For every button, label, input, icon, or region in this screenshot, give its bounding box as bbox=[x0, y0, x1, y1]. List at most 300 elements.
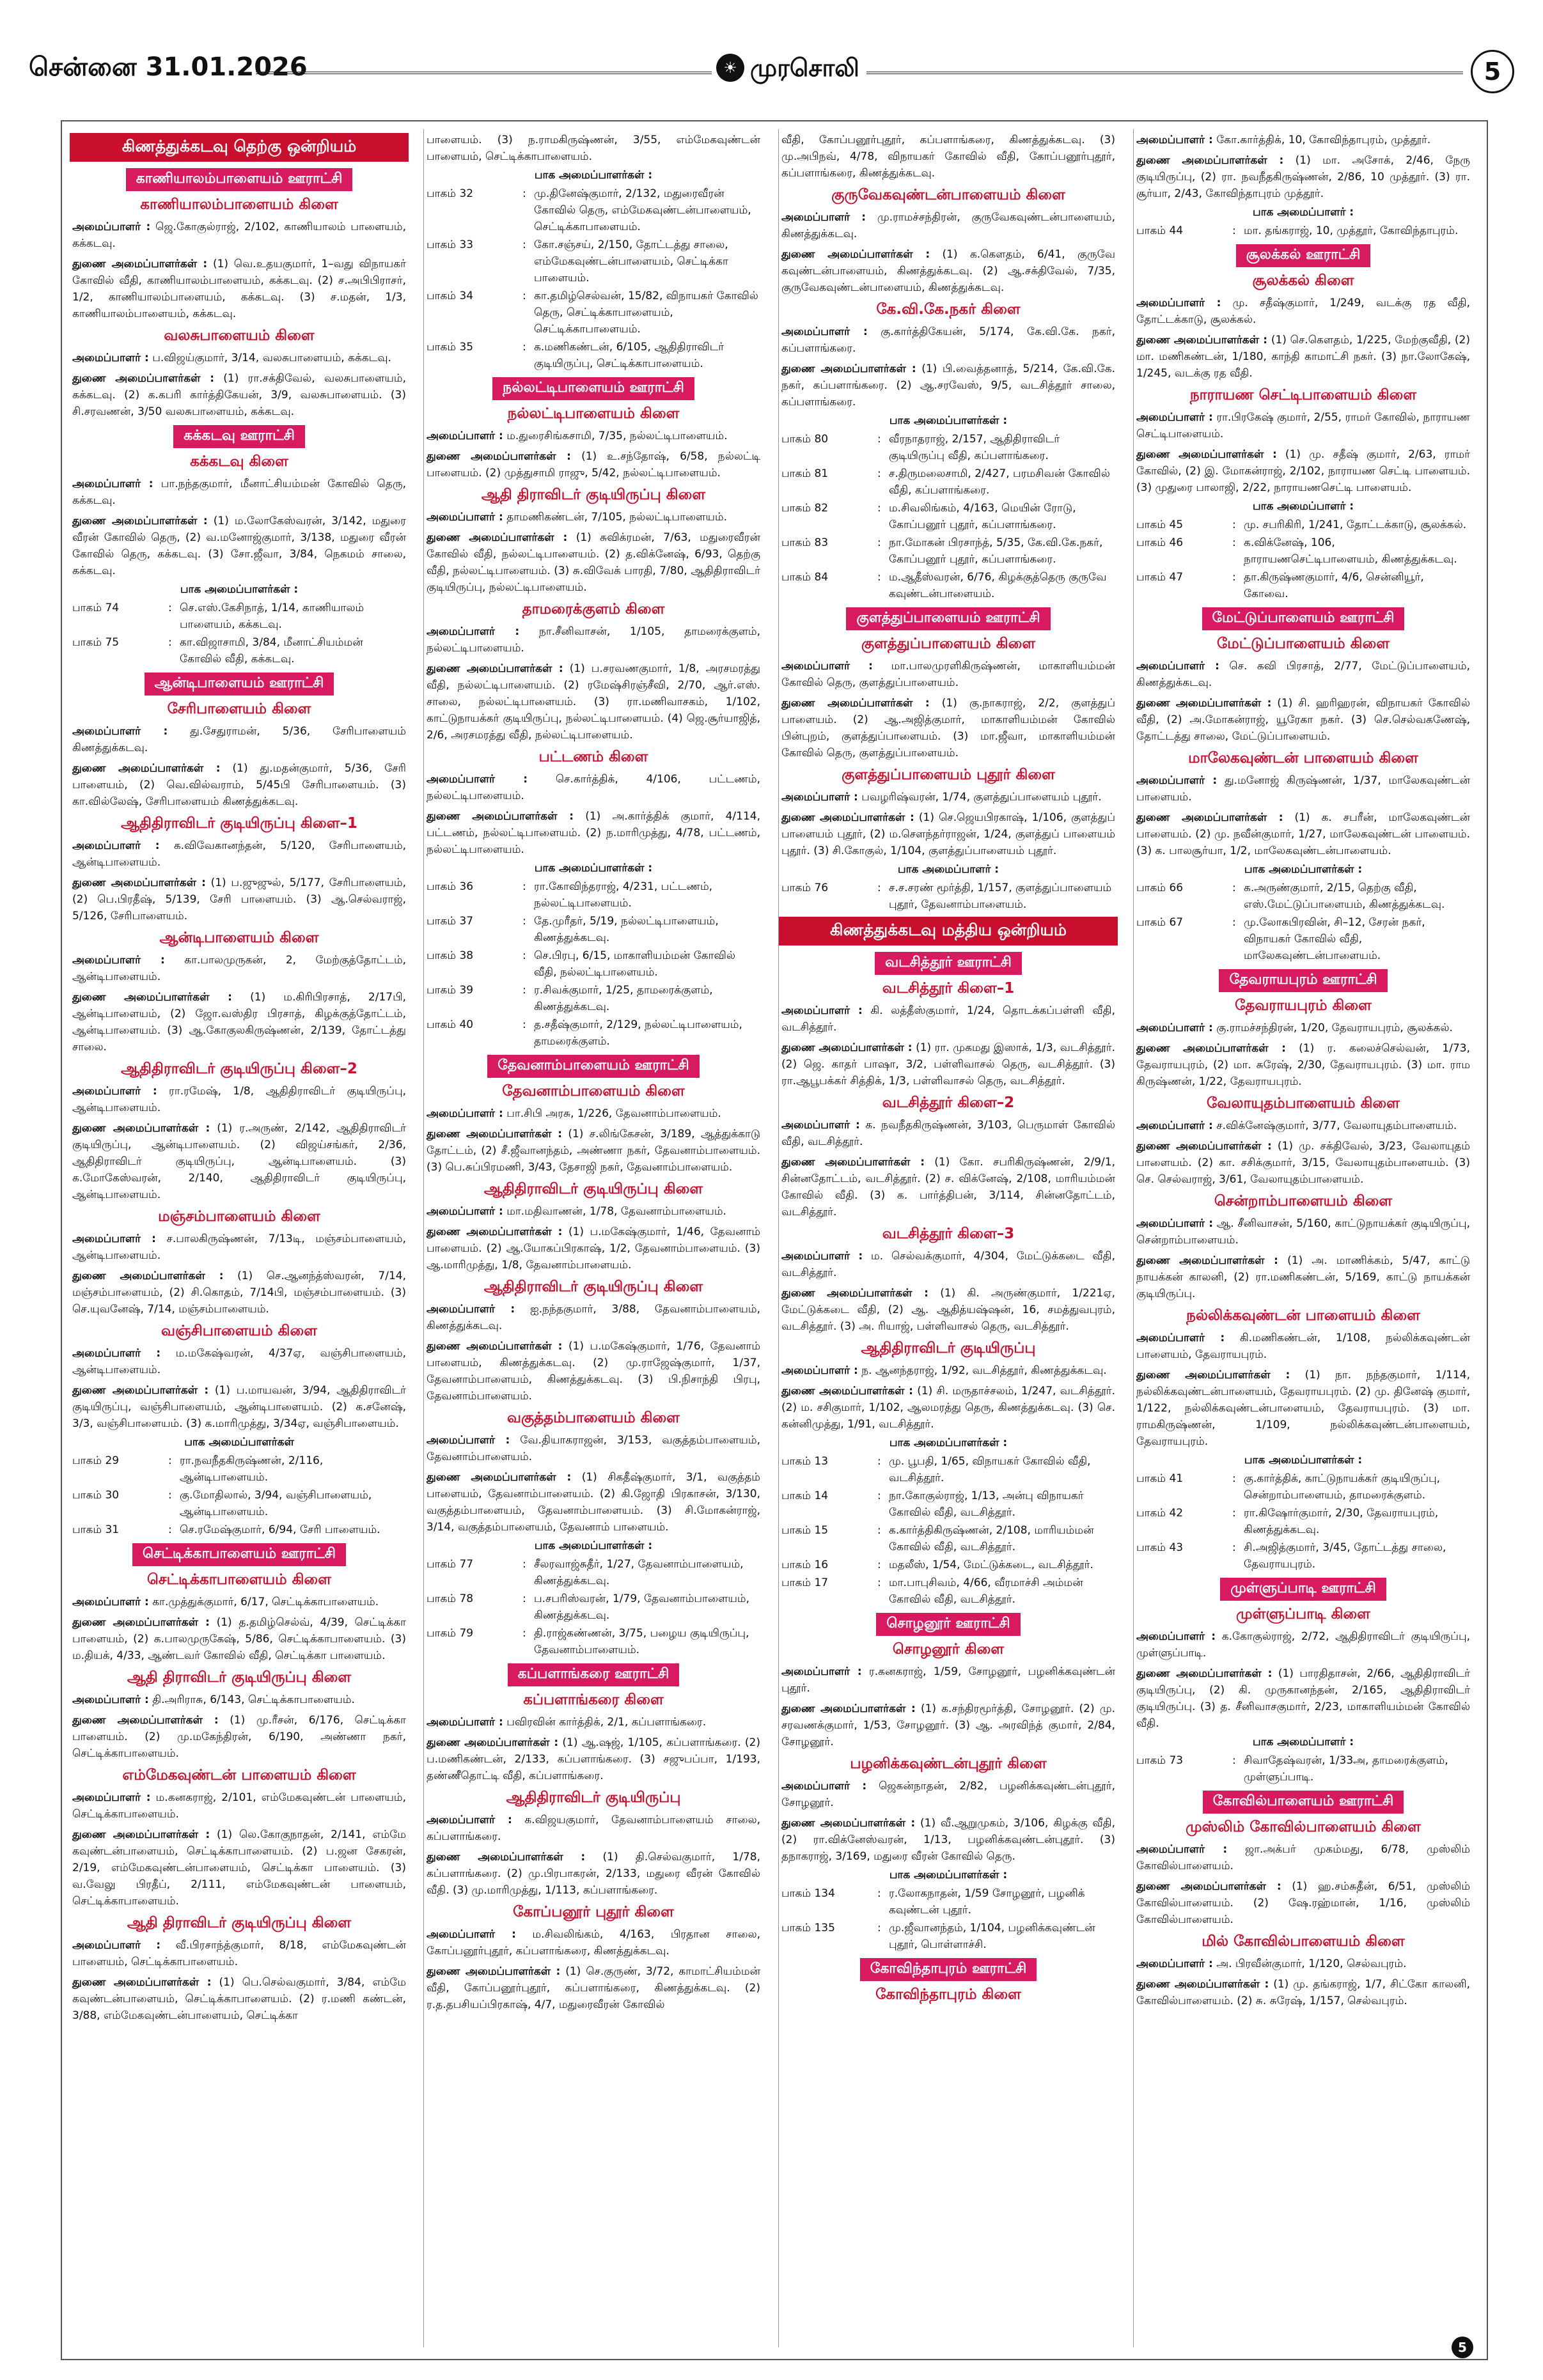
member-entry bbox=[72, 370, 406, 420]
member-entry bbox=[72, 723, 406, 756]
member-details: (1) கோ. சபரிகிருஷ்ணன், 2/9/1, சின்னதோட்டம், வடசித்தூர். (2) ச. விக்னேஷ், 2/108, மாரியம்மன் கோவில் வீதி. (3) க. பார்த்திபன், 3/114, சின்னதோட்டம், வடசித்தூர். bbox=[781, 1156, 1116, 1218]
separator: : bbox=[522, 238, 526, 251]
separator: : bbox=[522, 341, 526, 354]
booth-row bbox=[427, 913, 760, 946]
role-label: துணை அமைப்பாளர்கள் : bbox=[1136, 1667, 1273, 1680]
panchayat-label: தேவராயபுரம் ஊராட்சி bbox=[1219, 969, 1387, 992]
role-label: துணை அமைப்பாளர்கள் : bbox=[781, 1702, 916, 1715]
page-body bbox=[61, 120, 1488, 2360]
member-details: (1) பாரதிதாசன், 2/66, ஆதிதிராவிடர் குடியிருப்பு, (2) கி. முருகானந்தன், 2/165, ஆதிதிராவிடர் குடியிருப்பு. (3) த. சீனிவாசகுமார், 2/23, மாகாளியம்மன் கோவில் வீதி. bbox=[1136, 1667, 1471, 1730]
booth-section-heading: பாக அமைப்பாளர்கள் : bbox=[889, 414, 1008, 427]
booth-section-heading: பாக அமைப்பாளர் : bbox=[1252, 206, 1354, 219]
member-entry bbox=[72, 1826, 406, 1909]
booth-row bbox=[72, 634, 406, 667]
role-label: அமைப்பாளர் : bbox=[781, 1364, 858, 1377]
member-entry bbox=[427, 132, 760, 165]
role-label: அமைப்பாளர் : bbox=[72, 954, 165, 967]
booth-number: பாகம் 47 bbox=[1136, 571, 1184, 584]
branch-heading: ஆதி திராவிடர் குடியிருப்பு கிளை bbox=[481, 486, 706, 503]
panchayat-heading bbox=[779, 1958, 1118, 1981]
branch-heading: கக்கடவு கிளை bbox=[190, 453, 288, 470]
member-details: பா.சிபி அரசு, 1/226, தேவனாம்பாளையம். bbox=[506, 1107, 721, 1120]
branch-heading: நாராயண செட்டிபாளையம் கிளை bbox=[1189, 387, 1417, 403]
member-details: (1) க.கௌதம், 6/41, குருவே கவுண்டன்பாளையம், கிணத்துக்கடவு. (2) ஆ.சக்திவேல், 7/35, குருவேகவுண்டன்பாளையம், கிணத்துக்கடவு. bbox=[781, 248, 1116, 294]
booth-number: பாகம் 79 bbox=[427, 1627, 474, 1640]
booth-number: பாகம் 13 bbox=[781, 1455, 829, 1468]
branch-heading: சூலக்கல் கிளை bbox=[1252, 272, 1354, 289]
booth-number: பாகம் 42 bbox=[1136, 1507, 1184, 1520]
member-entry bbox=[1136, 1117, 1470, 1134]
member-entry bbox=[72, 837, 406, 871]
member-details: (1) அ.கார்த்திக் குமார், 4/114, பட்டணம், நல்லட்டிபாளையம். (2) ந.மாரிமுத்து, 4/78, பட்டணம், நல்லட்டிபாளையம். bbox=[427, 810, 761, 856]
union-banner: கிணத்துக்கடவு மத்திய ஒன்றியம் bbox=[779, 917, 1118, 945]
booth-member: செ.எஸ்.கேசிநாத், 1/14, காணியாலம் பாளையம், கக்கடவு. bbox=[180, 602, 364, 631]
branch-heading: நல்லிக்கவுண்டன் பாளையம் கிளை bbox=[1186, 1307, 1420, 1324]
role-label: அமைப்பாளர் : bbox=[1136, 411, 1213, 424]
role-label: அமைப்பாளர் : bbox=[72, 478, 153, 490]
member-entry bbox=[781, 132, 1115, 182]
booth-row bbox=[781, 1885, 1115, 1918]
member-entry bbox=[427, 1301, 760, 1334]
panchayat-heading bbox=[424, 1055, 763, 1078]
member-details: (1) வெ.உதயகுமார், 1–வது விநாயகர் கோவில் வீதி, காணியாலம்பாளையம், கக்கடவு. (2) ச.அபிபிராசர், 1/2, காணியாலம்பாளையம், கக்கடவு. (3) ச.மதன், 1/3, காணியாலம்பாளையம், கக்கடவு. bbox=[72, 258, 406, 320]
role-label: துணை அமைப்பாளர்கள் : bbox=[72, 1122, 210, 1135]
booth-row bbox=[427, 1625, 760, 1658]
sun-emblem-icon: ☀ bbox=[716, 54, 744, 82]
member-entry bbox=[427, 1926, 760, 1959]
separator: : bbox=[877, 571, 881, 584]
role-label: அமைப்பாளர் : bbox=[427, 1107, 503, 1120]
member-details: தாமணிகண்டன், 7/105, நல்லட்டிபாளையம். bbox=[506, 511, 728, 524]
role-label: அமைப்பாளர் : bbox=[781, 791, 858, 804]
member-entry bbox=[427, 808, 760, 858]
member-details: ஜெகன்நாதன், 2/82, பழனிக்கவுண்டன்புதூர், சோழனூர். bbox=[781, 1780, 1116, 1809]
member-entry bbox=[1136, 1956, 1470, 1972]
role-label: துணை அமைப்பாளர்கள் : bbox=[427, 1128, 563, 1140]
booth-number: பாகம் 135 bbox=[781, 1922, 835, 1934]
booth-number: பாகம் 74 bbox=[72, 602, 120, 614]
role-label: துணை அமைப்பாளர்கள் : bbox=[781, 362, 916, 375]
member-details: (1) சி. ஹரிஹரன், விநாயகர் கோவில் வீதி, (2) அ.மோகன்ராஜ், யூரேகா நகர். (3) செ.செல்வகணேஷ், தோட்டத்து சாலை, மேட்டுப்பாளையம். bbox=[1136, 697, 1471, 743]
member-details: கி. லத்தீஸ்குமார், 1/24, தொடக்கப்பள்ளி வீதி, வடசித்தூர். bbox=[781, 1004, 1116, 1034]
role-label: துணை அமைப்பாளர்கள் : bbox=[427, 810, 574, 823]
separator: : bbox=[877, 467, 881, 480]
branch-heading: மஞ்சம்பாளையம் கிளை bbox=[158, 1208, 320, 1225]
role-label: துணை அமைப்பாளர்கள் : bbox=[72, 515, 208, 527]
member-entry bbox=[1136, 409, 1470, 442]
separator: : bbox=[1232, 571, 1236, 584]
role-label: துணை அமைப்பாளர்கள் : bbox=[427, 1736, 559, 1749]
member-details: க.கோகுல்ராஜ், 2/72, ஆதிதிராவிடர் குடியிருப்பு, முள்ளுப்பாடி. bbox=[1136, 1630, 1470, 1660]
booth-member: மு.லோகபிரவின், சி–12, சேரன் நகர், விநாயகர் கோவில் வீதி, மாலேகவுண்டன்பாளையம். bbox=[1244, 916, 1425, 962]
member-details: கா.முத்துக்குமார், 6/17, செட்டிக்காபாளையம். bbox=[152, 1596, 379, 1608]
member-details: (1) செ.ஜெயபிரகாஷ், 1/106, குளத்துப் பாளையம் புதூர், (2) ம.செளந்தர்ராஜன், 1/24, குளத்துப் பாளையம் புதூர். (3) சி.கோகுல், 1/104, குளத்துப்பாளையம் புதூர். bbox=[781, 811, 1115, 857]
separator: : bbox=[522, 187, 526, 200]
member-details: க.விஜயகுமார், தேவனாம்பாளையம் சாலை, கப்பளாங்கரை. bbox=[427, 1814, 761, 1843]
booth-member: தே.முரீதர், 5/19, நல்லட்டிபாளையம், கிணத்துக்கடவு. bbox=[534, 915, 719, 944]
role-label: துணை அமைப்பாளர்கள் : bbox=[72, 991, 232, 1004]
member-details: ம.சிவலிங்கம், 4/163, பிரதான சாலை, கோப்பனூர்புதூர், கப்பளாங்கரை, கிணத்துக்கடவு. bbox=[427, 1928, 761, 1957]
booth-section-heading: பாக அமைப்பாளர்கள் : bbox=[534, 1539, 653, 1552]
role-label: துணை அமைப்பாளர்கள் : bbox=[427, 1340, 563, 1353]
member-entry bbox=[72, 1083, 406, 1116]
member-details: (1) ப.மகேஷ்குமார், 1/76, தேவனாம் பாளையம், கிணத்துக்கடவு. (2) மு.ராஜேஷ்குமார், 1/37, தேவனாம்பாளையம், கிணத்துக்கடவு. (3) பி.நிசாந்தி பிரபு, தேவனாம்பாளையம். bbox=[427, 1340, 761, 1403]
booth-member: ரா.கிஷோர்குமார், 2/30, தேவராயபுரம், கிணத்துக்கடவு. bbox=[1244, 1507, 1439, 1536]
separator: : bbox=[877, 1576, 881, 1589]
member-entry bbox=[72, 513, 406, 579]
member-details: தி.அரிராசு, 6/143, செட்டிக்காபாளையம். bbox=[152, 1693, 355, 1706]
booth-row bbox=[427, 1591, 760, 1624]
member-details: ஐ.நந்தகுமார், 3/88, தேவனாம்பாளையம், கிணத்துக்கடவு. bbox=[427, 1303, 760, 1332]
member-details: (1) மு.ரீசன், 6/176, செட்டிக்கா பாளையம். (2) மு.மகேந்திரன், 6/190, அண்ணா நகர், செட்டிக்காபாளையம். bbox=[72, 1714, 407, 1760]
member-details: நா.சீனிவாசன், 1/105, தாமரைக்குளம், நல்லட்டிபாளையம். bbox=[427, 625, 761, 655]
member-entry bbox=[1136, 1367, 1470, 1450]
role-label: அமைப்பாளர் : bbox=[781, 660, 873, 673]
branch-heading: ஆன்டிபாளையம் கிளை bbox=[159, 929, 319, 946]
member-entry bbox=[781, 1039, 1115, 1089]
panchayat-heading bbox=[1134, 1578, 1473, 1601]
member-details: (1) ப.மாயவன், 3/94, ஆதிதிராவிடர் குடியிருப்பு, வஞ்சிபாளையம், ஆன்டிபாளையம். (2) க.சனேஷ், 3/3, வஞ்சிபாளையம். (3) க.மாரிமுத்து, 3/34ஏ, வஞ்சிபாளையம். bbox=[72, 1384, 407, 1430]
booth-number: பாகம் 44 bbox=[1136, 224, 1184, 237]
member-entry bbox=[427, 1812, 760, 1845]
booth-member: மதலீஸ், 1/54, மேட்டுக்கடை, வடசித்தூர். bbox=[889, 1559, 1093, 1571]
role-label: துணை அமைப்பாளர்கள் : bbox=[72, 1384, 209, 1397]
booth-row bbox=[781, 880, 1115, 913]
panchayat-label: முள்ளுப்பாடி ஊராட்சி bbox=[1220, 1578, 1386, 1601]
member-details: செ. கவி பிரசாத், 2/77, மேட்டுப்பாளையம், கிணத்துக்கடவு. bbox=[1136, 660, 1470, 689]
member-details: வே.தியாகராஜன், 3/153, வகுத்தம்பாளையம், தேவனாம்பாளையம். bbox=[427, 1434, 761, 1463]
booth-section-heading: பாக அமைப்பாளர்கள் : bbox=[534, 862, 653, 875]
member-entry bbox=[427, 1714, 760, 1731]
role-label: துணை அமைப்பாளர்கள் : bbox=[1136, 1042, 1286, 1055]
role-label: அமைப்பாளர் : bbox=[72, 1693, 149, 1706]
role-label: அமைப்பாளர் : bbox=[72, 221, 151, 233]
booth-number: பாகம் 73 bbox=[1136, 1754, 1184, 1767]
booth-row bbox=[72, 1521, 406, 1538]
member-entry bbox=[781, 1663, 1115, 1697]
member-entry bbox=[427, 1432, 760, 1465]
member-entry bbox=[72, 1692, 406, 1708]
booth-number: பாகம் 84 bbox=[781, 571, 829, 584]
booth-number: பாகம் 41 bbox=[1136, 1472, 1184, 1485]
booth-member: செ.ரமேஷ்குமார், 6/94, சேரி பாளையம். bbox=[180, 1523, 380, 1536]
separator: : bbox=[522, 1018, 526, 1031]
role-label: துணை அமைப்பாளர்கள் : bbox=[1136, 448, 1277, 461]
member-entry bbox=[781, 1248, 1115, 1281]
member-entry bbox=[1136, 1040, 1470, 1090]
member-details: மு. சதீஷ்குமார், 1/249, வடக்கு ரத வீதி, தோட்டக்காடு, சூலக்கல். bbox=[1136, 297, 1471, 326]
panchayat-label: கப்பளாங்கரை ஊராட்சி bbox=[508, 1663, 680, 1686]
booth-row bbox=[1136, 1470, 1470, 1504]
booth-row bbox=[427, 947, 760, 981]
member-entry bbox=[1136, 1020, 1470, 1036]
booth-member: சிவாதேஷ்வரன், 1/33அ, தாமரைக்குளம், முள்ளுப்பாடி. bbox=[1244, 1754, 1448, 1784]
panchayat-label: மேட்டுப்பாளையம் ஊராட்சி bbox=[1202, 607, 1405, 630]
separator: : bbox=[1232, 916, 1236, 929]
member-details: கா.பாலமுருகன், 2, மேற்குத்தோட்டம், ஆன்டிபாளையம். bbox=[72, 954, 407, 983]
booth-member: தா.கிருஷ்ணகுமார், 4/6, சென்னியூர், கோவை. bbox=[1244, 571, 1424, 600]
member-details: (1) தி.செல்வகுமார், 1/78, கப்பளாங்கரை. (2) மு.பிரபாகரன், 2/133, மதுரை வீரன் கோவில் வீதி. (3) மு.மாரிமுத்து, 1/113, கப்பளாங்கரை. bbox=[427, 1851, 760, 1897]
member-entry bbox=[1136, 695, 1470, 745]
booth-row bbox=[427, 1556, 760, 1589]
member-details: பவிரவின் கார்த்திக், 2/1, கப்பளாங்கரை. bbox=[506, 1716, 707, 1729]
branch-heading: மில் கோவில்பாளையம் கிளை bbox=[1202, 1933, 1405, 1950]
member-entry bbox=[427, 1734, 760, 1784]
role-label: அமைப்பாளர் : bbox=[781, 1665, 862, 1678]
member-entry bbox=[781, 1362, 1115, 1379]
member-details: ம.கனகராஜ், 2/101, எம்மேகவுண்டன் பாளையம், செட்டிக்காபாளையம். bbox=[72, 1791, 407, 1821]
branch-heading: தேவராயபுரம் கிளை bbox=[1235, 997, 1372, 1014]
panchayat-label: தேவனாம்பாளையம் ஊராட்சி bbox=[487, 1055, 700, 1078]
member-entry bbox=[72, 1120, 406, 1203]
member-details: ர.கனகராஜ், 1/59, சோழனூர், பழனிக்கவுண்டன் புதூர். bbox=[781, 1665, 1116, 1695]
branch-heading: சென்றாம்பாளையம் கிளை bbox=[1214, 1193, 1393, 1209]
panchayat-heading bbox=[70, 425, 409, 448]
member-details: (1) செ.ஆனந்த்ஸ்வரன், 7/14, மஞ்சம்பாளையம், (2) சி.கொதம், 7/14பி, மஞ்சம்பாளையம். (3) செ.யுவனேஷ், 7/14, மஞ்சம்பாளையம். bbox=[72, 1270, 407, 1316]
branch-heading: மேட்டுப்பாளையம் கிளை bbox=[1216, 635, 1390, 652]
member-details: (1) கு.நாகராஜ், 2/2, குளத்துப் பாளையம். (2) ஆ.அஜித்குமார், மாகாளியம்மன் கோவில் பின்புறம், குளத்துப்பாளையம். (3) மா.ஜீவா, மாகாளியம்மன் கோவில் தெரு, குளத்துப்பாளையம். bbox=[781, 697, 1115, 759]
role-label: அமைப்பாளர் : bbox=[72, 1939, 161, 1952]
member-entry bbox=[72, 952, 406, 985]
booth-member: நா.கோகுல்ராஜ், 1/13, அன்பு விநாயகர் கோவில் வீதி, வடசித்தூர். bbox=[889, 1489, 1084, 1519]
member-details: (1) ஆ.ஷஜ், 1/105, கப்பளாங்கரை. (2) ப.மணிகண்டன், 2/133, கப்பளாங்கரை. (3) சஜுபப்பா, 1/193, தண்ணீதொட்டி வீதி, கப்பளாங்கரை. bbox=[427, 1736, 761, 1782]
member-details: கி.மணிகண்டன், 1/108, நல்லிக்கவுண்டன் பாளையம், தேவராயபுரம். bbox=[1136, 1332, 1470, 1361]
panchayat-label: சொழனூர் ஊராட்சி bbox=[876, 1613, 1020, 1636]
booth-member: க.மணிகண்டன், 6/105, ஆதிதிராவிடர் குடியிருப்பு, செட்டிக்காபாளையம். bbox=[534, 341, 725, 370]
member-entry bbox=[72, 1268, 406, 1318]
branch-heading: ஆதிதிராவிடர் குடியிருப்பு கிளை–2 bbox=[121, 1061, 357, 1077]
branch-heading: கப்பளாங்கரை கிளை bbox=[523, 1692, 664, 1708]
separator: : bbox=[168, 1489, 172, 1502]
role-label: அமைப்பாளர் : bbox=[1136, 660, 1219, 673]
role-label: துணை அமைப்பாளர்கள் : bbox=[72, 762, 221, 775]
member-entry bbox=[72, 989, 406, 1055]
separator: : bbox=[877, 1455, 881, 1468]
member-entry bbox=[781, 323, 1115, 357]
member-details: (1) செ.குருண், 3/72, காமாட்சியம்மன் வீதி, கோப்பனூர்புதூர், கப்பளாங்கரை, கிணத்துக்கடவு. (2) ர.த.தபசியப்பிரகாஷ், 4/7, மதுரைவீரன் கோவில் bbox=[427, 1965, 760, 2011]
booth-member: ம.சிவலிங்கம், 4/163, மெயின் ரோடு, கோப்பனூர் புதூர், கப்பளாங்கரை. bbox=[889, 502, 1076, 531]
member-details: ப.விஜய்குமார், 3/14, வலசுபாளையம், கக்கடவு. bbox=[152, 352, 391, 364]
member-entry bbox=[1136, 658, 1470, 691]
booth-section-heading: பாக அமைப்பாளர்கள் : bbox=[534, 169, 653, 182]
branch-heading: பட்டணம் கிளை bbox=[538, 749, 648, 765]
booth-member: சீலரவாஜ்சுதீர், 1/27, தேவனாம்பாளையம், கிணத்துக்கடவு. bbox=[534, 1558, 744, 1587]
branch-heading: கோவிந்தாபுரம் கிளை bbox=[875, 1986, 1021, 2003]
booth-number: பாகம் 80 bbox=[781, 433, 829, 446]
booth-number: பாகம் 81 bbox=[781, 467, 829, 480]
member-details: பாளையம். (3) ந.ராமகிருஷ்ணன், 3/55, எம்மேகவுண்டன் பாளையம், செட்டிக்காபாளையம். bbox=[427, 134, 760, 163]
member-details: (1) உ.சந்தோஷ், 6/58, நல்லட்டி பாளையம். (2) முத்துசாமி ராஜு, 5/42, நல்லட்டிபாளையம். bbox=[427, 450, 760, 479]
branch-heading: வடசித்தூர் கிளை–3 bbox=[882, 1225, 1015, 1242]
panchayat-heading bbox=[779, 1613, 1118, 1636]
branch-heading: சொழனூர் கிளை bbox=[892, 1641, 1005, 1658]
booth-member: ரா.கோவிந்தராஜ், 4/231, பட்டணம், நல்லட்டிபாளையம். bbox=[534, 880, 713, 910]
separator: : bbox=[522, 915, 526, 928]
booth-member: ம.ஆதீஸ்வரன், 6/76, கிழக்குத்தெரு குருவே கவுண்டன்பாளையம். bbox=[889, 571, 1107, 600]
member-details: (1) வீ.ஆறுமுகம், 3/106, கிழக்கு வீதி, (2) ரா.விக்னேஸ்வரன், 1/13, பழனிக்கவுண்டன்புதூர். (3) தநாகராஜ், 3/169, மதுரை வீரன் கோவில் தெரு. bbox=[781, 1817, 1116, 1863]
member-entry bbox=[1136, 332, 1470, 382]
booth-number: பாகம் 29 bbox=[72, 1454, 120, 1467]
member-details: ம.மகேஷ்வரன், 4/37ஏ, வஞ்சிபாளையம், ஆன்டிபாளையம். bbox=[72, 1347, 406, 1376]
member-details: க.விவேகானந்தன், 5/120, சேரிபாளையம், ஆன்டிபாளையம். bbox=[72, 839, 407, 869]
member-entry bbox=[72, 1345, 406, 1378]
booth-row bbox=[781, 1453, 1115, 1486]
member-entry bbox=[427, 1203, 760, 1220]
booth-number: பாகம் 35 bbox=[427, 341, 474, 354]
member-details: து.சேதுராமன், 5/36, சேரிபாளையம் கிணத்துக்கடவு. bbox=[72, 725, 406, 754]
booth-member: கு.மோதிலால், 3/94, வஞ்சிபாளையம், ஆன்டிபாளையம். bbox=[180, 1489, 372, 1518]
booth-number: பாகம் 39 bbox=[427, 984, 474, 997]
branch-heading: வடசித்தூர் கிளை–1 bbox=[882, 980, 1015, 997]
role-label: துணை அமைப்பாளர்கள் : bbox=[72, 1616, 210, 1629]
role-label: அமைப்பாளர் : bbox=[72, 1791, 151, 1804]
member-entry bbox=[1136, 1841, 1470, 1874]
booth-section-heading: பாக அமைப்பாளர்கள் : bbox=[889, 1869, 1008, 1881]
booth-member: மா.பாபுசிவம், 4/66, வீரமாச்சி அம்மன் கோவில் வீதி, வடசித்தூர். bbox=[889, 1576, 1083, 1606]
member-entry bbox=[72, 760, 406, 810]
branch-heading: வகுத்தம்பாளையம் கிளை bbox=[506, 1410, 680, 1426]
member-entry bbox=[781, 209, 1115, 242]
member-details: (1) சிகதீஷ்குமார், 3/1, வகுத்தம் பாளையம், தேவனாம்பாளையம். (2) கி.ஜோதி பிரகாசன், 3/130, வகுத்தம்பாளையம், தேவனாம்பாளையம். (3) சி.மோகன்ராஜ், 3/14, வகுத்தம்பாளையம், தேவனாம் பாளையம். bbox=[427, 1471, 760, 1534]
member-entry bbox=[427, 1849, 760, 1899]
separator: : bbox=[168, 1523, 172, 1536]
booth-number: பாகம் 36 bbox=[427, 880, 474, 893]
separator: : bbox=[1232, 1472, 1236, 1485]
branch-heading: தேவனாம்பாளையம் கிளை bbox=[502, 1083, 685, 1100]
member-details: ம.துரைசிங்கசாமி, 7/35, நல்லட்டிபாளையம். bbox=[506, 430, 728, 442]
role-label: துணை அமைப்பாளர்கள் : bbox=[1136, 154, 1284, 167]
booth-number: பாகம் 45 bbox=[1136, 518, 1184, 531]
booth-row bbox=[427, 185, 760, 235]
panchayat-label: சூலக்கல் ஊராட்சி bbox=[1236, 244, 1371, 267]
member-details: (1) பி.வைத்தனாத், 5/214, கே.வி.கே. நகர், கப்பளாங்கரை. (2) ஆ.சரவேஸ், 9/5, வடசித்தூர் சாலை, கப்பளாங்கரை. bbox=[781, 362, 1115, 408]
panchayat-heading bbox=[424, 1663, 763, 1686]
booth-row bbox=[781, 1920, 1115, 1953]
role-label: துணை அமைப்பாளர்கள் : bbox=[427, 1471, 572, 1484]
role-label: துணை அமைப்பாளர்கள் : bbox=[427, 1965, 561, 1978]
member-entry bbox=[72, 1789, 406, 1823]
role-label: துணை அமைப்பாளர்கள் : bbox=[781, 697, 930, 710]
booth-section-heading: பாக அமைப்பாளர் : bbox=[897, 863, 999, 876]
booth-row bbox=[427, 288, 760, 338]
booth-row bbox=[1136, 1752, 1470, 1785]
booth-member: ச.திருமலைசாமி, 2/427, பரமசிவன் கோவில் வீதி, கப்பளாங்கரை. bbox=[889, 467, 1110, 497]
booth-row bbox=[781, 1488, 1115, 1521]
member-details: (1) ரா. முகமது இஸாக், 1/3, வடசித்தூர். (2) ஜெ. காதர் பாஷா, 3/2, பள்ளிவாசல் தெரு, வடசித்தூர். (3) ரா.ஆபூபக்கர் சித்திக், 1/3, பள்ளிவாசல் தெரு, வடசித்தூர். bbox=[781, 1041, 1116, 1087]
column-2 bbox=[423, 129, 763, 2347]
member-details: ச.பாலகிருஷ்ணன், 7/13டி, மஞ்சம்பாளையம், ஆன்டிபாளையம். bbox=[72, 1233, 407, 1262]
branch-heading: கே.வி.கே.நகர் கிளை bbox=[876, 301, 1021, 318]
panchayat-heading bbox=[1134, 969, 1473, 992]
booth-row bbox=[781, 431, 1115, 464]
separator: : bbox=[877, 433, 881, 446]
role-label: அமைப்பாளர் : bbox=[1136, 1119, 1213, 1132]
booth-row bbox=[72, 1487, 406, 1520]
panchayat-heading bbox=[70, 1543, 409, 1566]
panchayat-heading bbox=[779, 952, 1118, 975]
branch-heading: சேரிபாளையம் கிளை bbox=[167, 701, 311, 717]
member-details: (1) மு. சதீஷ் குமார், 2/63, ராமர் கோவில், (2) இ. மோகன்ராஜ், 2/102, நாராயண செட்டி பாளையம். (3) முதுரை பாலாஜி, 2/22, நாராயணசெட்டி பாளையம். bbox=[1136, 448, 1471, 494]
panchayat-label: கக்கடவு ஊராட்சி bbox=[173, 425, 305, 448]
booth-section-heading: பாக அமைப்பாளர்கள் : bbox=[1244, 863, 1363, 876]
panchayat-heading bbox=[424, 377, 763, 400]
role-label: அமைப்பாளர் : bbox=[427, 1814, 512, 1826]
branch-heading: ஆதிதிராவிடர் குடியிருப்பு கிளை bbox=[483, 1279, 703, 1295]
booth-member: வீரநாதராஜ், 2/157, ஆதிதிராவிடர் குடியிருப்பு வீதி, கப்பளாங்கரை. bbox=[889, 433, 1060, 462]
column-3 bbox=[778, 129, 1118, 2347]
role-label: துணை அமைப்பாளர்கள் : bbox=[1136, 1880, 1281, 1893]
separator: : bbox=[877, 1887, 881, 1900]
branch-heading: பழனிக்கவுண்டன்புதூர் கிளை bbox=[850, 1755, 1047, 1772]
member-entry bbox=[72, 1614, 406, 1664]
member-details: (1) லெ.கோகுநாதன், 2/141, எம்மே கவுண்டன்பாளையம், செட்டிக்காபாளையம். (2) ப.ஜன சேகரன், 2/19, எம்மேகவுண்டன்பாளையம், செட்டிக்கா பாளையம். (3) வ.வேலு பிரதீப், 2/111, எம்மேகவுண்டன் பாளையம், செட்டிக்காபாளையம். bbox=[72, 1828, 407, 1908]
role-label: துணை அமைப்பாளர்கள் : bbox=[427, 450, 571, 463]
role-label: அமைப்பாளர் : bbox=[781, 1250, 863, 1263]
edition-date: சென்னை 31.01.2026 bbox=[29, 52, 308, 82]
role-label: அமைப்பாளர் : bbox=[1136, 1843, 1228, 1856]
member-entry bbox=[781, 1002, 1115, 1036]
member-entry bbox=[781, 361, 1115, 410]
booth-number: பாகம் 34 bbox=[427, 290, 474, 302]
separator: : bbox=[522, 880, 526, 893]
booth-row bbox=[1136, 534, 1470, 568]
member-entry bbox=[427, 529, 760, 596]
panchayat-heading bbox=[1134, 1791, 1473, 1814]
member-entry bbox=[1136, 1665, 1470, 1732]
booth-member: மா. தங்கராஜ், 10, முத்தூர், கோவிந்தாபுரம். bbox=[1244, 224, 1459, 237]
column-4 bbox=[1133, 129, 1473, 2347]
member-details: க. நவநீதகிருஷ்ணன், 3/103, பெருமாள் கோவில் வீதி, வடசித்தூர். bbox=[781, 1119, 1116, 1148]
masthead bbox=[29, 50, 1514, 96]
column-1 bbox=[70, 129, 409, 2347]
member-entry bbox=[781, 1778, 1115, 1811]
booth-member: மு.ஜீவானந்தம், 1/104, பழனிக்கவுண்டன் புதூர், பொள்ளாச்சி. bbox=[889, 1922, 1095, 1951]
booth-member: கா.விஜாசாமி, 3/84, மீனாட்சியம்மன் கோவில் வீதி, கக்கடவு. bbox=[180, 636, 363, 665]
booth-number: பாகம் 77 bbox=[427, 1558, 474, 1571]
role-label: துணை அமைப்பாளர்கள் : bbox=[72, 258, 208, 270]
panchayat-label: கோவில்பாளையம் ஊராட்சி bbox=[1203, 1791, 1404, 1814]
member-details: (1) மா. அசோக், 2/46, நேரு குடியிருப்பு, (2) ரா. நவநீதகிருஷ்ணன், 2/86, 10 முத்தூர். (3) ரா. சூர்யா, 2/43, கோவிந்தாபுரம் முத்தூர். bbox=[1136, 154, 1471, 200]
panchayat-label: நல்லட்டிபாளையம் ஊராட்சி bbox=[492, 377, 694, 400]
role-label: துணை அமைப்பாளர்கள் : bbox=[72, 1976, 212, 1989]
role-label: அமைப்பாளர் : bbox=[72, 1233, 156, 1245]
booth-number: பாகம் 17 bbox=[781, 1576, 829, 1589]
role-label: அமைப்பாளர் : bbox=[1136, 297, 1221, 309]
member-entry bbox=[427, 428, 760, 444]
panchayat-label: குளத்துப்பாளையம் ஊராட்சி bbox=[846, 607, 1050, 630]
branch-heading: முஸ்லிம் கோவில்பாளையம் கிளை bbox=[1186, 1819, 1421, 1835]
member-entry bbox=[427, 1338, 760, 1404]
branch-heading: செட்டிக்காபாளையம் கிளை bbox=[147, 1571, 331, 1588]
member-entry bbox=[1136, 1252, 1470, 1302]
member-details: ரா.ரமேஷ், 1/8, ஆதிதிராவிடர் குடியிருப்பு, ஆன்டிபாளையம். bbox=[72, 1085, 407, 1114]
member-details: ச.விக்னேஷ்குமார், 3/77, வேலாயுதம்பாளையம். bbox=[1216, 1119, 1457, 1132]
booth-row bbox=[781, 1575, 1115, 1608]
booth-number: பாகம் 43 bbox=[1136, 1541, 1184, 1554]
member-details: (1) சி. மருதாச்சலம், 1/247, வடசித்தூர். (2) ம. சசிகுமார், 1/102, ஆலமரத்து தெரு, கிணத்துக்கடவு. (3) செ. கன்னிமுத்து, 1/91, வடசித்தூர். bbox=[781, 1385, 1116, 1431]
branch-heading: வேலாயுதம்பாளையம் கிளை bbox=[1207, 1095, 1400, 1112]
member-entry bbox=[781, 809, 1115, 859]
member-details: கு.கார்த்திகேயன், 5/174, கே.வி.கே. நகர், கப்பளாங்கரை. bbox=[781, 325, 1115, 355]
member-details: பவழரிஷ்வரன், 1/74, குளத்துப்பாளையம் புதூர். bbox=[861, 791, 1102, 804]
branch-heading: வடசித்தூர் கிளை–2 bbox=[882, 1094, 1015, 1111]
member-entry bbox=[427, 1469, 760, 1536]
booth-member: மு. பூபதி, 1/65, விநாயகர் கோவில் வீதி, வடசித்தூர். bbox=[889, 1455, 1091, 1484]
booth-number: பாகம் 40 bbox=[427, 1018, 474, 1031]
role-label: அமைப்பாளர் : bbox=[72, 1085, 157, 1098]
booth-row bbox=[781, 1522, 1115, 1555]
branch-heading: குருவேகவுண்டன்பாளையம் கிளை bbox=[831, 187, 1065, 203]
